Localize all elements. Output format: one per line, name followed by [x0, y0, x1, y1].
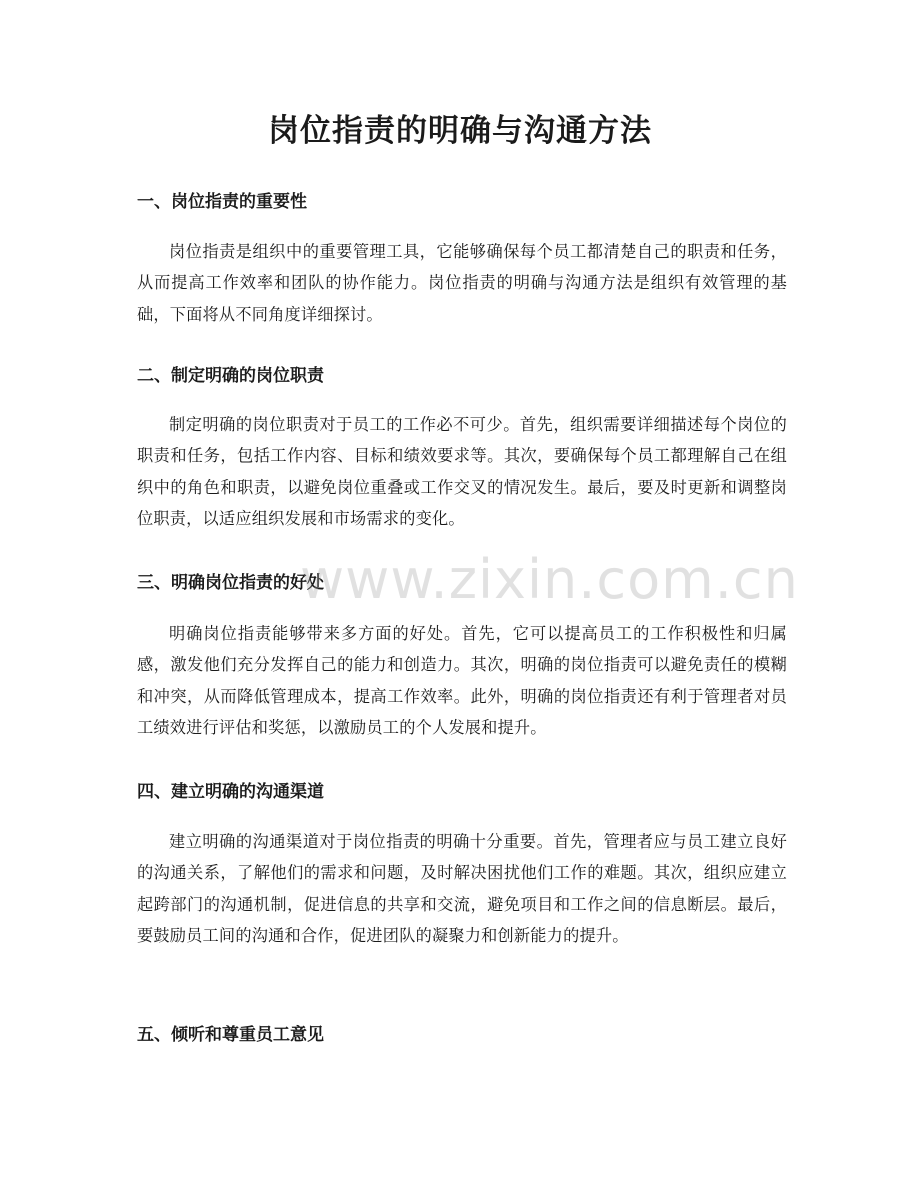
section-body-4: 建立明确的沟通渠道对于岗位指责的明确十分重要。首先，管理者应与员工建立良好的沟通关系，了解他们的需求和问题，及时解决困扰他们工作的难题。其次，组织应建立起跨部门的沟通机制，促进信息的共享和交流，避免项目和工作之间的信息断层。最后，要鼓励员工间的沟通和合作，促进团队的凝聚力和创新能力的提升。 [137, 832, 787, 946]
section-heading-1: 一、岗位指责的重要性 [137, 192, 307, 212]
section-heading-3: 三、明确岗位指责的好处 [137, 573, 324, 593]
section-body-2: 制定明确的岗位职责对于员工的工作必不可少。首先，组织需要详细描述每个岗位的职责和任务，包括工作内容、目标和绩效要求等。其次，要确保每个员工都理解自己在组织中的角色和职责，以避免岗位重叠或工作交叉的情况发生。最后，要及时更新和调整岗位职责，以适应组织发展和市场需求的变化。 [137, 415, 787, 529]
section-body-1: 岗位指责是组织中的重要管理工具，它能够确保每个员工都清楚自己的职责和任务，从而提高工作效率和团队的协作能力。岗位指责的明确与沟通方法是组织有效管理的基础，下面将从不同角度详细探讨。 [137, 242, 787, 324]
watermark: www.zixin.com.cn [300, 548, 799, 611]
section-heading-4: 四、建立明确的沟通渠道 [137, 782, 324, 802]
section-heading-2: 二、制定明确的岗位职责 [137, 366, 324, 386]
page-title: 岗位指责的明确与沟通方法 [268, 113, 652, 149]
section-body-3: 明确岗位指责能够带来多方面的好处。首先，它可以提高员工的工作积极性和归属感，激发他们充分发挥自己的能力和创造力。其次，明确的岗位指责可以避免责任的模糊和冲突，从而降低管理成本，提高工作效率。此外，明确的岗位指责还有利于管理者对员工绩效进行评估和奖惩，以激励员工的个人发展和提升。 [137, 624, 787, 738]
section-heading-5: 五、倾听和尊重员工意见 [137, 1025, 324, 1045]
